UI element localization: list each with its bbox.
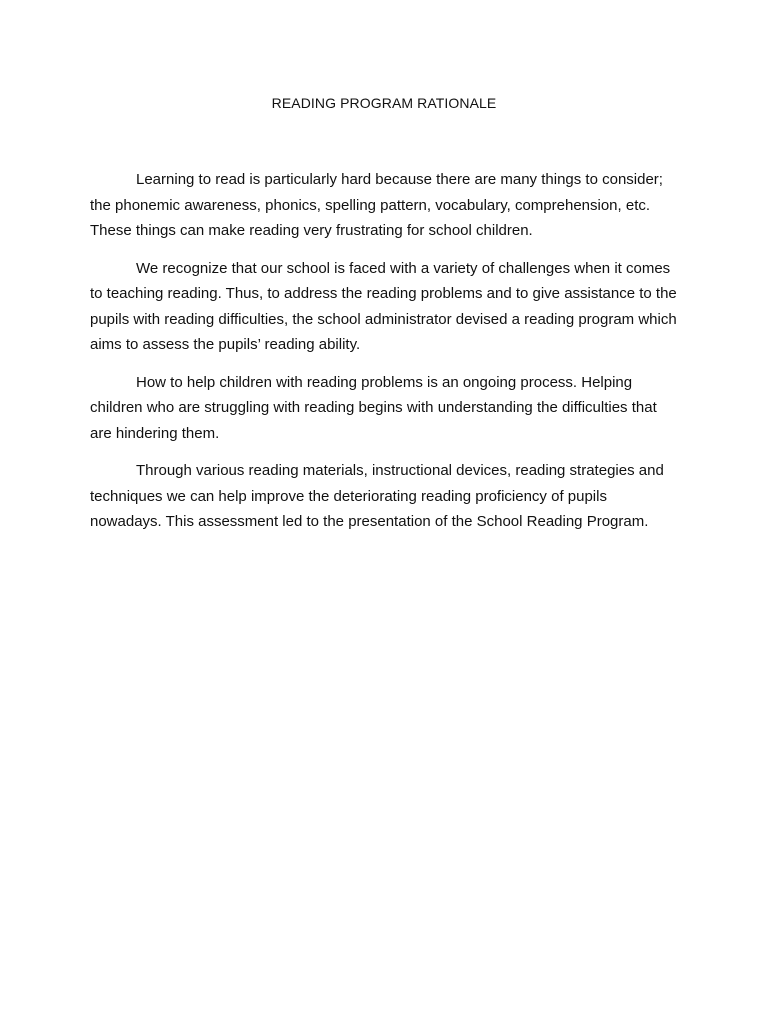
document-title: READING PROGRAM RATIONALE bbox=[271, 95, 497, 111]
paragraph-2: We recognize that our school is faced with a variety of challenges when it comes to teaching reading. Thus, to address the reading problems and to give assistance to the pupils with reading difficulties, the school administrator devised a reading program which aims to assess the pupils’ reading ability. bbox=[90, 259, 677, 353]
paragraph-1: Learning to read is particularly hard because there are many things to consider; the phonemic awareness, phonics, spelling pattern, vocabulary, comprehension, etc. These things can make reading very frustrating for school children. bbox=[90, 171, 663, 239]
document-body bbox=[90, 167, 682, 547]
paragraph-4: Through various reading materials, instructional devices, reading strategies and techniques we can help improve the deteriorating reading proficiency of pupils nowadays. This assessment led to the presentation of the School Reading Program. bbox=[90, 462, 664, 530]
paragraph-3: How to help children with reading problems is an ongoing process. Helping children who are struggling with reading begins with understanding the difficulties that are hindering them. bbox=[90, 373, 657, 442]
